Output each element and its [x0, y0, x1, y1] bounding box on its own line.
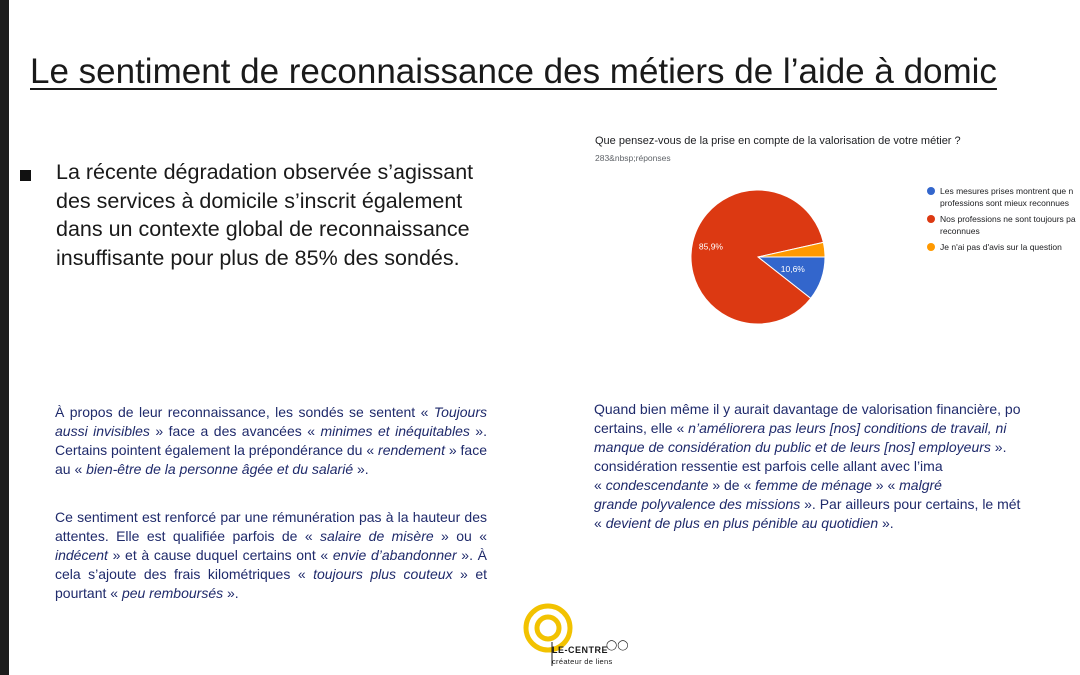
text-run: » et pourtant « [55, 566, 487, 601]
quote-run: peu remboursés [121, 585, 224, 601]
legend-item-sans-avis [927, 241, 1080, 253]
quote-run: n’améliorera pas leurs [nos] conditions de travail, ni [688, 420, 1007, 436]
logo-tagline: créateur de liens [552, 657, 613, 666]
bullet-text: La récente dégradation observée s’agissant des services à domicile s’inscrit également dans un contexte global de reconnaissance insuffisante pour plus de 85% des sondés. [56, 160, 474, 270]
quote-run: salaire de misère [320, 528, 434, 544]
text-run: Ce sentiment est renforcé par une rémunération pas à la hauteur des attentes. Elle est qualifiée parfois de « [55, 509, 487, 544]
quote-run: minimes et inéquitables [320, 423, 470, 439]
slice-value-label: 85,9% [698, 241, 724, 252]
chart-title: Que pensez-vous de la prise en compte de la valorisation de votre métier ? [595, 135, 961, 147]
text-run: ». [878, 515, 894, 531]
legend-label: Nos professions ne sont toujours pa [940, 214, 1076, 224]
paragraph-valorisation [594, 400, 1080, 533]
legend-label: professions sont mieux reconnues [940, 198, 1069, 208]
text-run: » et à cause duquel certains ont « [107, 547, 333, 563]
people-icon: ◯◯ [606, 640, 629, 651]
slice-value-label: 10,6% [780, 264, 805, 275]
quote-run: manque de considération du public et de leurs [nos] employeurs [594, 439, 991, 455]
text-run: ». [223, 585, 239, 601]
text-run: » face au « [55, 442, 488, 477]
text-run: « [594, 477, 606, 493]
quote-run: bien-être de la personne âgée et du salarié [86, 461, 354, 477]
paragraph-reconnaissance [55, 403, 487, 479]
bullet-marker [20, 170, 31, 181]
legend-label: reconnues [940, 226, 980, 236]
text-run: certains, elle « [594, 420, 689, 436]
logo-inner-ring [537, 617, 559, 639]
quote-run: envie d’abandonner [332, 547, 457, 563]
logo-outer-ring [526, 606, 570, 650]
quote-run: femme de ménage [755, 477, 872, 493]
text-run: » de « [708, 477, 756, 493]
paragraph-remuneration [55, 508, 487, 603]
logo-name: LE-CENTRE [552, 645, 608, 655]
quote-run: rendement [378, 442, 445, 458]
text-run: considération ressentie est parfois celle allant avec l’ima [594, 458, 943, 474]
legend-dot-red [927, 215, 935, 223]
legend-item-pas-reconnues [927, 213, 1080, 237]
legend-label: Les mesures prises montrent que n [940, 186, 1074, 196]
text-run: » face a des avancées « [149, 423, 321, 439]
survey-chart [590, 130, 1080, 340]
quote-run: Toujours aussi invisibles [55, 404, 487, 439]
text-run: » ou « [433, 528, 487, 544]
text-run: Quand bien même il y aurait davantage de valorisation financière, po [594, 401, 1021, 417]
quote-run: malgré [899, 477, 942, 493]
left-edge-bar [0, 0, 9, 675]
legend-dot-orange [927, 243, 935, 251]
text-run: « [594, 515, 606, 531]
text-run: ». Certains pointent également la prépondérance du « [55, 423, 487, 458]
chart-subtitle: 283&nbsp;réponses [595, 153, 671, 163]
slide-title: Le sentiment de reconnaissance des métiers de l’aide à domic [30, 52, 997, 91]
quote-run: condescendante [605, 477, 709, 493]
text-run: » « [871, 477, 900, 493]
legend-item-reconnues [927, 185, 1080, 209]
quote-run: devient de plus en plus pénible au quotidien [605, 515, 879, 531]
quote-run: toujours plus couteux [313, 566, 453, 582]
text-run: À propos de leur reconnaissance, les sondés se sentent « [55, 404, 434, 420]
text-run: ». À cela s’ajoute des frais kilométriques « [55, 547, 487, 582]
text-run: ». Par ailleurs pour certains, le mét [800, 496, 1021, 512]
chart-legend [927, 185, 1080, 257]
quote-run: indécent [55, 547, 108, 563]
quote-run: grande polyvalence des missions [594, 496, 801, 512]
legend-dot-blue [927, 187, 935, 195]
text-run: ». [990, 439, 1007, 455]
legend-label: Je n'ai pas d'avis sur la question [940, 242, 1062, 252]
text-run: ». [353, 461, 369, 477]
